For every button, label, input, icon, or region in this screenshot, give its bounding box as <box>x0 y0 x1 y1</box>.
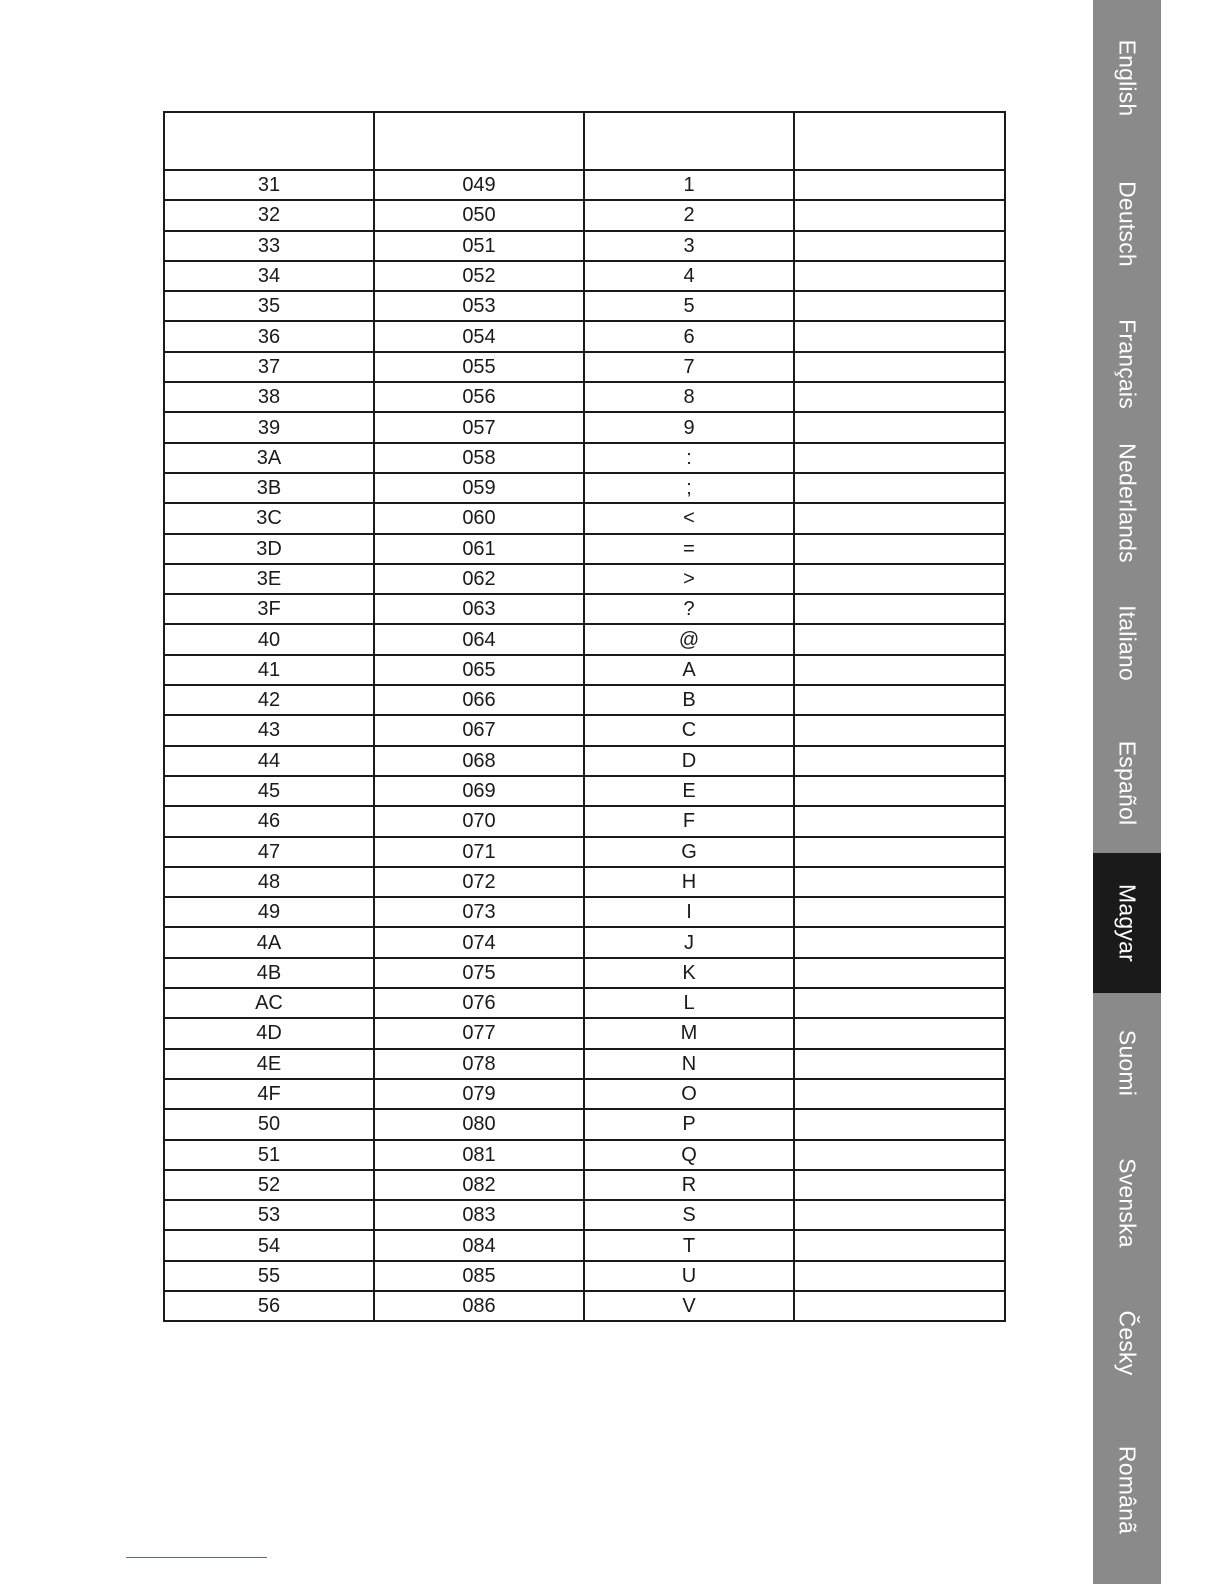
decimal-cell: 078 <box>374 1049 584 1079</box>
character-cell: : <box>584 443 794 473</box>
table-row <box>164 382 1005 412</box>
decimal-cell: 053 <box>374 291 584 321</box>
table-row <box>164 443 1005 473</box>
extra-cell <box>794 715 1005 745</box>
table-row <box>164 988 1005 1018</box>
table-row <box>164 958 1005 988</box>
hex-cell: 3F <box>164 594 374 624</box>
character-cell: A <box>584 655 794 685</box>
decimal-cell: 086 <box>374 1291 584 1321</box>
decimal-cell: 052 <box>374 261 584 291</box>
language-tab-deutsch[interactable] <box>1093 154 1161 294</box>
decimal-cell: 069 <box>374 776 584 806</box>
character-cell: < <box>584 503 794 533</box>
language-tab-francais[interactable] <box>1093 294 1161 434</box>
decimal-cell: 074 <box>374 927 584 957</box>
table-row <box>164 1261 1005 1291</box>
character-cell: P <box>584 1109 794 1139</box>
hex-cell: 56 <box>164 1291 374 1321</box>
decimal-cell: 051 <box>374 231 584 261</box>
decimal-cell: 056 <box>374 382 584 412</box>
character-cell: 3 <box>584 231 794 261</box>
decimal-cell: 075 <box>374 958 584 988</box>
hex-cell: 46 <box>164 806 374 836</box>
table-row <box>164 1018 1005 1048</box>
table-row <box>164 685 1005 715</box>
extra-cell <box>794 1109 1005 1139</box>
extra-cell <box>794 352 1005 382</box>
decimal-cell: 082 <box>374 1170 584 1200</box>
extra-cell <box>794 534 1005 564</box>
extra-cell <box>794 231 1005 261</box>
table-row <box>164 412 1005 442</box>
character-cell: ? <box>584 594 794 624</box>
table-row <box>164 321 1005 351</box>
extra-cell <box>794 776 1005 806</box>
extra-cell <box>794 412 1005 442</box>
hex-cell: 34 <box>164 261 374 291</box>
decimal-cell: 057 <box>374 412 584 442</box>
hex-cell: 4A <box>164 927 374 957</box>
decimal-cell: 068 <box>374 746 584 776</box>
character-cell: 5 <box>584 291 794 321</box>
hex-cell: 3E <box>164 564 374 594</box>
hex-cell: 45 <box>164 776 374 806</box>
character-cell: 1 <box>584 170 794 200</box>
extra-cell <box>794 1200 1005 1230</box>
character-cell: E <box>584 776 794 806</box>
decimal-cell: 076 <box>374 988 584 1018</box>
decimal-cell: 070 <box>374 806 584 836</box>
hex-cell: 53 <box>164 1200 374 1230</box>
extra-cell <box>794 503 1005 533</box>
character-cell: N <box>584 1049 794 1079</box>
table-row <box>164 1109 1005 1139</box>
hex-cell: 47 <box>164 837 374 867</box>
table-row <box>164 291 1005 321</box>
character-cell: C <box>584 715 794 745</box>
extra-cell <box>794 655 1005 685</box>
language-tab-svenska[interactable] <box>1093 1133 1161 1273</box>
table-row <box>164 806 1005 836</box>
extra-cell <box>794 927 1005 957</box>
language-tab-magyar[interactable] <box>1093 853 1161 993</box>
extra-cell <box>794 594 1005 624</box>
decimal-cell: 061 <box>374 534 584 564</box>
decimal-cell: 065 <box>374 655 584 685</box>
character-cell: U <box>584 1261 794 1291</box>
hex-cell: 4F <box>164 1079 374 1109</box>
character-cell: I <box>584 897 794 927</box>
character-cell: J <box>584 927 794 957</box>
table-row <box>164 564 1005 594</box>
extra-cell <box>794 897 1005 927</box>
language-tab-label: Français <box>1114 319 1141 409</box>
table-row <box>164 1079 1005 1109</box>
decimal-cell: 059 <box>374 473 584 503</box>
extra-cell <box>794 837 1005 867</box>
character-cell: V <box>584 1291 794 1321</box>
hex-cell: 49 <box>164 897 374 927</box>
character-cell: M <box>584 1018 794 1048</box>
table-row <box>164 534 1005 564</box>
extra-cell <box>794 806 1005 836</box>
character-cell: = <box>584 534 794 564</box>
hex-cell: 32 <box>164 200 374 230</box>
hex-cell: 4D <box>164 1018 374 1048</box>
language-tab-label: Italiano <box>1114 605 1141 681</box>
hex-cell: 42 <box>164 685 374 715</box>
extra-cell <box>794 1049 1005 1079</box>
language-tab-espanol[interactable] <box>1093 713 1161 853</box>
hex-cell: 33 <box>164 231 374 261</box>
table-row <box>164 1140 1005 1170</box>
extra-cell <box>794 1018 1005 1048</box>
hex-cell: 41 <box>164 655 374 685</box>
language-tab-cesky[interactable] <box>1093 1273 1161 1413</box>
hex-cell: 3C <box>164 503 374 533</box>
decimal-cell: 067 <box>374 715 584 745</box>
language-tab-label: Deutsch <box>1114 181 1141 267</box>
table-row <box>164 1049 1005 1079</box>
decimal-cell: 084 <box>374 1230 584 1260</box>
character-cell: 8 <box>584 382 794 412</box>
table-body <box>164 112 1005 1321</box>
hex-cell: 50 <box>164 1109 374 1139</box>
decimal-cell: 060 <box>374 503 584 533</box>
extra-cell <box>794 382 1005 412</box>
extra-cell <box>794 1261 1005 1291</box>
decimal-cell: 077 <box>374 1018 584 1048</box>
extra-cell <box>794 1230 1005 1260</box>
header-cell <box>374 112 584 170</box>
language-tab-romana[interactable] <box>1093 1420 1161 1560</box>
hex-cell: 40 <box>164 624 374 654</box>
decimal-cell: 073 <box>374 897 584 927</box>
hex-cell: 31 <box>164 170 374 200</box>
ascii-code-table <box>163 111 1006 1322</box>
extra-cell <box>794 958 1005 988</box>
header-cell <box>584 112 794 170</box>
table-row <box>164 200 1005 230</box>
decimal-cell: 064 <box>374 624 584 654</box>
language-tab-label: Românã <box>1114 1445 1141 1535</box>
table-row <box>164 655 1005 685</box>
language-tab-english[interactable] <box>1093 8 1161 148</box>
decimal-cell: 080 <box>374 1109 584 1139</box>
table-row <box>164 473 1005 503</box>
footer-rule <box>126 1557 267 1558</box>
table-row <box>164 1291 1005 1321</box>
decimal-cell: 072 <box>374 867 584 897</box>
table-header-row <box>164 112 1005 170</box>
hex-cell: 4E <box>164 1049 374 1079</box>
table-row <box>164 231 1005 261</box>
hex-cell: 44 <box>164 746 374 776</box>
extra-cell <box>794 564 1005 594</box>
hex-cell: 3B <box>164 473 374 503</box>
hex-cell: 51 <box>164 1140 374 1170</box>
hex-cell: 39 <box>164 412 374 442</box>
decimal-cell: 079 <box>374 1079 584 1109</box>
decimal-cell: 058 <box>374 443 584 473</box>
table-row <box>164 503 1005 533</box>
decimal-cell: 054 <box>374 321 584 351</box>
table-row <box>164 594 1005 624</box>
character-cell: 6 <box>584 321 794 351</box>
table-row <box>164 261 1005 291</box>
character-cell: B <box>584 685 794 715</box>
decimal-cell: 066 <box>374 685 584 715</box>
table-row <box>164 624 1005 654</box>
extra-cell <box>794 1291 1005 1321</box>
character-cell: ; <box>584 473 794 503</box>
language-tab-label: Suomi <box>1114 1029 1141 1097</box>
character-cell: G <box>584 837 794 867</box>
hex-cell: 4B <box>164 958 374 988</box>
language-tab-nederlands[interactable] <box>1093 433 1161 573</box>
hex-cell: 3D <box>164 534 374 564</box>
language-tab-label: Svenska <box>1114 1158 1141 1248</box>
character-cell: T <box>584 1230 794 1260</box>
table-row <box>164 352 1005 382</box>
extra-cell <box>794 685 1005 715</box>
character-cell: F <box>584 806 794 836</box>
extra-cell <box>794 261 1005 291</box>
language-tab-label: Nederlands <box>1114 443 1141 563</box>
header-cell <box>164 112 374 170</box>
language-tab-label: English <box>1114 39 1141 117</box>
character-cell: O <box>584 1079 794 1109</box>
table-row <box>164 776 1005 806</box>
hex-cell: 48 <box>164 867 374 897</box>
table-row <box>164 897 1005 927</box>
decimal-cell: 055 <box>374 352 584 382</box>
character-cell: > <box>584 564 794 594</box>
decimal-cell: 063 <box>374 594 584 624</box>
language-tab-suomi[interactable] <box>1093 993 1161 1133</box>
extra-cell <box>794 443 1005 473</box>
table-row <box>164 1170 1005 1200</box>
character-cell: R <box>584 1170 794 1200</box>
extra-cell <box>794 988 1005 1018</box>
character-cell: S <box>584 1200 794 1230</box>
hex-cell: 35 <box>164 291 374 321</box>
hex-cell: 52 <box>164 1170 374 1200</box>
language-tab-label: Magyar <box>1114 884 1141 962</box>
language-sidebar <box>1093 0 1161 1584</box>
decimal-cell: 062 <box>374 564 584 594</box>
table-row <box>164 1200 1005 1230</box>
hex-cell: AC <box>164 988 374 1018</box>
extra-cell <box>794 321 1005 351</box>
character-cell: 9 <box>584 412 794 442</box>
extra-cell <box>794 170 1005 200</box>
decimal-cell: 081 <box>374 1140 584 1170</box>
hex-cell: 36 <box>164 321 374 351</box>
hex-cell: 55 <box>164 1261 374 1291</box>
hex-cell: 3A <box>164 443 374 473</box>
language-tab-label: Español <box>1114 740 1141 826</box>
character-cell: Q <box>584 1140 794 1170</box>
hex-cell: 38 <box>164 382 374 412</box>
language-tab-italiano[interactable] <box>1093 573 1161 713</box>
decimal-cell: 083 <box>374 1200 584 1230</box>
table-row <box>164 170 1005 200</box>
character-cell: 7 <box>584 352 794 382</box>
table-row <box>164 1230 1005 1260</box>
hex-cell: 37 <box>164 352 374 382</box>
decimal-cell: 049 <box>374 170 584 200</box>
extra-cell <box>794 291 1005 321</box>
extra-cell <box>794 1170 1005 1200</box>
extra-cell <box>794 1140 1005 1170</box>
hex-cell: 43 <box>164 715 374 745</box>
character-cell: K <box>584 958 794 988</box>
table-row <box>164 715 1005 745</box>
extra-cell <box>794 867 1005 897</box>
decimal-cell: 085 <box>374 1261 584 1291</box>
table-row <box>164 927 1005 957</box>
hex-cell: 54 <box>164 1230 374 1260</box>
header-cell <box>794 112 1005 170</box>
extra-cell <box>794 200 1005 230</box>
decimal-cell: 071 <box>374 837 584 867</box>
character-cell: D <box>584 746 794 776</box>
character-cell: H <box>584 867 794 897</box>
table-row <box>164 837 1005 867</box>
table-row <box>164 867 1005 897</box>
extra-cell <box>794 746 1005 776</box>
table-row <box>164 746 1005 776</box>
extra-cell <box>794 1079 1005 1109</box>
character-cell: 2 <box>584 200 794 230</box>
extra-cell <box>794 624 1005 654</box>
character-cell: L <box>584 988 794 1018</box>
character-cell: 4 <box>584 261 794 291</box>
extra-cell <box>794 473 1005 503</box>
decimal-cell: 050 <box>374 200 584 230</box>
language-tab-label: Česky <box>1114 1310 1141 1376</box>
character-cell: @ <box>584 624 794 654</box>
